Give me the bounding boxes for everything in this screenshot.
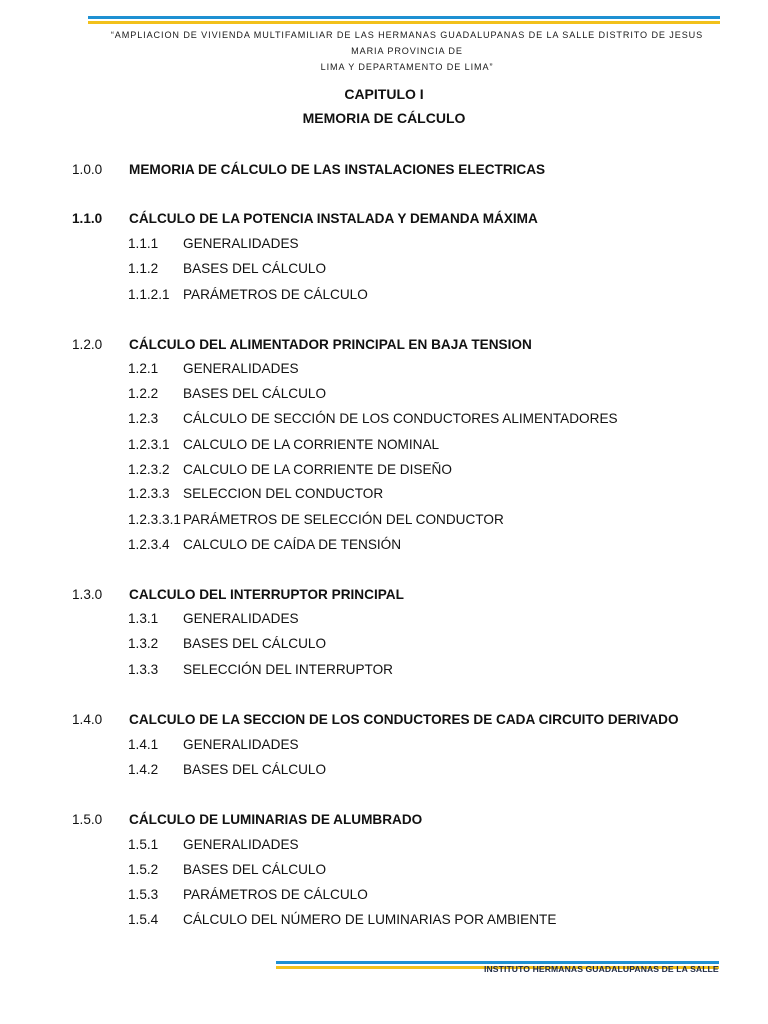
toc-number: 1.1.2 xyxy=(128,261,159,276)
toc-number: 1.4.1 xyxy=(128,737,159,752)
toc-label: BASES DEL CÁLCULO xyxy=(183,261,327,276)
toc-label: GENERALIDADES xyxy=(183,236,299,251)
toc-number: 1.2.3 xyxy=(128,411,159,426)
project-header-line2: LIMA Y DEPARTAMENTO DE LIMA” xyxy=(320,62,494,72)
toc-label: CALCULO DE LA CORRIENTE NOMINAL xyxy=(183,437,440,452)
chapter-subtitle: MEMORIA DE CÁLCULO xyxy=(302,110,466,126)
project-header xyxy=(96,27,718,75)
toc-label: PARÁMETROS DE SELECCIÓN DEL CONDUCTOR xyxy=(183,512,504,527)
toc-label: CALCULO DEL INTERRUPTOR PRINCIPAL xyxy=(129,587,404,602)
toc-label: GENERALIDADES xyxy=(183,611,299,626)
toc-label: GENERALIDADES xyxy=(183,837,299,852)
toc-label: SELECCIÓN DEL INTERRUPTOR xyxy=(183,662,393,677)
toc-label: BASES DEL CÁLCULO xyxy=(183,862,327,877)
toc-label: CÁLCULO DE LA POTENCIA INSTALADA Y DEMANDA MÁXIMA xyxy=(129,211,538,226)
toc-label: GENERALIDADES xyxy=(183,737,299,752)
toc-label: CÁLCULO DEL ALIMENTADOR PRINCIPAL EN BAJA TENSION xyxy=(129,337,532,352)
toc-number: 1.2.1 xyxy=(128,361,159,376)
toc-label: CALCULO DE CAÍDA DE TENSIÓN xyxy=(183,537,402,552)
toc-number: 1.1.2.1 xyxy=(128,287,170,302)
toc-number: 1.2.3.3 xyxy=(128,486,170,501)
toc-number: 1.5.2 xyxy=(128,862,159,877)
toc-label: CALCULO DE LA SECCION DE LOS CONDUCTORES DE CADA CIRCUITO DERIVADO xyxy=(129,712,679,727)
toc-number: 1.3.2 xyxy=(128,636,159,651)
toc-label: PARÁMETROS DE CÁLCULO xyxy=(183,887,368,902)
footer-institution: INSTITUTO HERMANAS GUADALUPANAS DE LA SALLE xyxy=(484,964,719,974)
toc-number: 1.5.4 xyxy=(128,912,159,927)
toc-number: 1.5.0 xyxy=(72,812,103,827)
toc-number: 1.5.1 xyxy=(128,837,159,852)
toc-label: PARÁMETROS DE CÁLCULO xyxy=(183,287,368,302)
toc-number: 1.5.3 xyxy=(128,887,159,902)
project-header-line1: “AMPLIACION DE VIVIENDA MULTIFAMILIAR DE LAS HERMANAS GUADALUPANAS DE LA SALLE DISTRITO DE JESUS MARIA PROVINCIA DE xyxy=(110,30,704,56)
toc-number: 1.2.2 xyxy=(128,386,159,401)
toc-label: CÁLCULO DE SECCIÓN DE LOS CONDUCTORES ALIMENTADORES xyxy=(183,411,618,426)
toc-label: CÁLCULO DE LUMINARIAS DE ALUMBRADO xyxy=(129,812,423,827)
toc-label: SELECCION DEL CONDUCTOR xyxy=(183,486,384,501)
toc-number: 1.2.3.1 xyxy=(128,437,170,452)
toc-number: 1.3.1 xyxy=(128,611,159,626)
toc-number: 1.2.3.3.1 xyxy=(128,512,181,527)
toc-label: BASES DEL CÁLCULO xyxy=(183,636,327,651)
toc-label: MEMORIA DE CÁLCULO DE LAS INSTALACIONES ELECTRICAS xyxy=(129,162,546,177)
toc-label: CÁLCULO DEL NÚMERO DE LUMINARIAS POR AMBIENTE xyxy=(183,912,557,927)
toc-number: 1.2.0 xyxy=(72,337,103,352)
toc-label: CALCULO DE LA CORRIENTE DE DISEÑO xyxy=(183,462,452,477)
toc-number: 1.3.3 xyxy=(128,662,159,677)
chapter-title: CAPITULO I xyxy=(344,86,424,102)
header-rule-yellow xyxy=(88,21,720,24)
toc-number: 1.2.3.2 xyxy=(128,462,170,477)
toc-label: BASES DEL CÁLCULO xyxy=(183,762,327,777)
toc-label: BASES DEL CÁLCULO xyxy=(183,386,327,401)
toc-number: 1.4.0 xyxy=(72,712,103,727)
toc-number: 1.2.3.4 xyxy=(128,537,170,552)
toc-number: 1.1.1 xyxy=(128,236,159,251)
toc-label: GENERALIDADES xyxy=(183,361,299,376)
toc-number: 1.1.0 xyxy=(72,211,103,226)
toc-number: 1.0.0 xyxy=(72,162,103,177)
header-rule-blue xyxy=(88,16,720,19)
toc-number: 1.4.2 xyxy=(128,762,159,777)
toc-number: 1.3.0 xyxy=(72,587,103,602)
